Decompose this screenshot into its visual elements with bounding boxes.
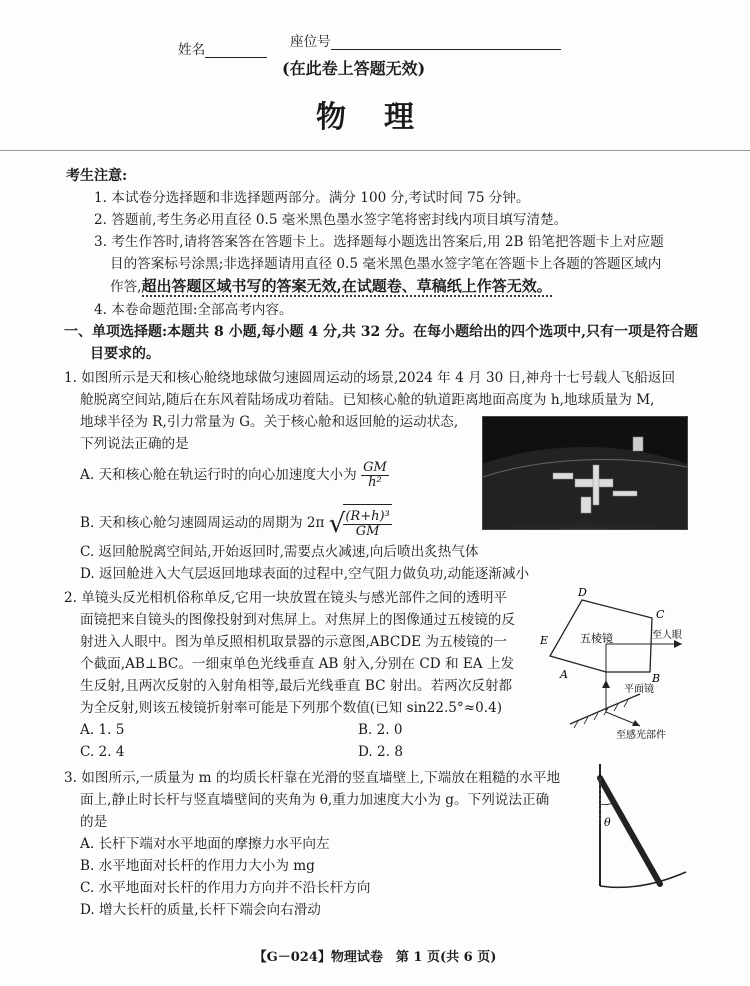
q2-option-b: B. 2. 0 <box>358 722 403 738</box>
section-1-title: 一、单项选择题:本题共 8 小题,每小题 4 分,共 32 分。在每小题给出的四个选项中,只有一项是符合题 <box>64 324 698 340</box>
q2-line-2: 面镜把来自镜头的图像投射到对焦屏上。对焦屏上的图像通过五棱镜的反 <box>80 612 515 628</box>
note-4: 4. 本卷命题范围:全部高考内容。 <box>94 302 293 318</box>
label-mirror: 平面镜 <box>624 684 654 695</box>
q1-option-b: B. 天和核心舱匀速圆周运动的周期为 2π √ $\frac{\text{(R+h)³}}{GM}$ <box>80 504 392 543</box>
q3-line-1: 3. 如图所示,一质量为 m 的均质长杆靠在光滑的竖直墙壁上,下端放在粗糙的水平地 <box>64 770 561 786</box>
q3-line-3: 的是 <box>80 814 108 830</box>
q3-option-a: A. 长杆下端对水平地面的摩擦力水平向左 <box>80 836 330 852</box>
label-d: D <box>578 586 587 599</box>
note-1: 1. 本试卷分选择题和非选择题两部分。满分 100 分,考试时间 75 分钟。 <box>94 190 530 206</box>
q1-option-a-fraction: $\frac{GM}{\text{h²}}$ <box>363 460 387 490</box>
q2-option-c: C. 2. 4 <box>80 744 125 760</box>
notes-heading: 考生注意: <box>66 168 128 184</box>
note-3a: 3. 考生作答时,请将答案答在答题卡上。选择题每小题选出答案后,用 2B 铅笔把答题卡上对应题 <box>94 234 664 250</box>
label-to-eye: 至人眼 <box>652 630 682 641</box>
note-3c: 作答,超出答题区域书写的答案无效,在试题卷、草稿纸上作答无效。 <box>110 277 552 295</box>
q2-line-3: 射进入人眼中。图为单反照相机取景器的示意图,ABCDE 为五棱镜的一 <box>80 634 507 650</box>
label-prism: 五棱镜 <box>580 632 613 645</box>
label-e: E <box>540 634 549 647</box>
q1-option-d: D. 返回舱进入大气层返回地球表面的过程中,空气阻力做负功,动能逐渐减小 <box>80 566 530 582</box>
q3-option-c: C. 水平地面对长杆的作用力方向并不沿长杆方向 <box>80 880 371 896</box>
q1-option-b-sqrt: √ $\frac{\text{(R+h)³}}{GM}$ <box>329 504 392 543</box>
label-b: B <box>652 672 661 685</box>
page-title: 物 理 <box>316 100 418 135</box>
q1-line-1: 1. 如图所示是天和核心舱绕地球做匀速圆周运动的场景,2024 年 4 月 30 日,神舟十七号载人飞船返回 <box>64 370 676 386</box>
q1-option-a: A. 天和核心舱在轨运行时的向心加速度大小为 $\frac{GM}{\text{h²}}$ <box>80 460 387 490</box>
name-label: 姓名 <box>178 38 267 58</box>
answer-invalid-notice: (在此卷上答题无效) <box>282 59 426 78</box>
q2-line-1: 2. 单镜头反光相机俗称单反,它用一块放置在镜头与感光部件之间的透明平 <box>64 590 508 606</box>
q2-line-6: 为全反射,则该五棱镜折射率可能是下列那个数值(已知 sin22.5°≈0.4) <box>80 700 503 716</box>
page-footer: 【G－024】物理试卷 第 1 页(共 6 页) <box>253 950 497 965</box>
theta-label: θ <box>604 816 611 829</box>
q2-line-4: 个截面,AB⊥BC。一细束单色光线垂直 AB 射入,分别在 CD 和 EA 上发 <box>80 656 515 672</box>
rod-wall-diagram <box>590 764 690 894</box>
q1-line-3: 地球半径为 R,引力常量为 G。关于核心舱和返回舱的运动状态, <box>80 414 459 430</box>
q2-line-5: 生反射,且两次反射的入射角相等,最后光线垂直 BC 射出。若两次反射都 <box>80 678 513 694</box>
space-station-photo <box>482 416 688 530</box>
header-divider <box>0 150 750 151</box>
q1-line-4: 下列说法正确的是 <box>80 436 189 452</box>
label-c: C <box>656 608 665 621</box>
q2-option-d: D. 2. 8 <box>358 744 403 760</box>
label-a: A <box>560 668 568 681</box>
label-to-sensor: 至感光部件 <box>616 730 666 740</box>
note-3c-emphasis: 超出答题区域书写的答案无效,在试题卷、草稿纸上作答无效。 <box>141 277 552 295</box>
seat-label: 座位号 <box>290 30 561 50</box>
q2-option-a: A. 1. 5 <box>80 722 125 738</box>
q3-option-b: B. 水平地面对长杆的作用力大小为 mg <box>80 858 315 874</box>
q3-option-d: D. 增大长杆的质量,长杆下端会向右滑动 <box>80 902 321 918</box>
section-1-title-cont: 目要求的。 <box>90 346 160 362</box>
pentaprism-diagram <box>540 584 690 740</box>
q1-option-c: C. 返回舱脱离空间站,开始返回时,需要点火减速,向后喷出炙热气体 <box>80 544 479 560</box>
q1-line-2: 舱脱离空间站,随后在东风着陆场成功着陆。已知核心舱的轨道距离地面高度为 h,地球质量为 M, <box>80 392 655 408</box>
q3-line-2: 面上,静止时长杆与竖直墙壁间的夹角为 θ,重力加速度大小为 g。下列说法正确 <box>80 792 550 808</box>
note-2: 2. 答题前,考生务必用直径 0.5 毫米黑色墨水签字笔将密封线内项目填写清楚。 <box>94 212 568 228</box>
note-3b: 目的答案标号涂黑;非选择题请用直径 0.5 毫米黑色墨水签字笔在答题卡上各题的答题区域内 <box>110 256 662 272</box>
